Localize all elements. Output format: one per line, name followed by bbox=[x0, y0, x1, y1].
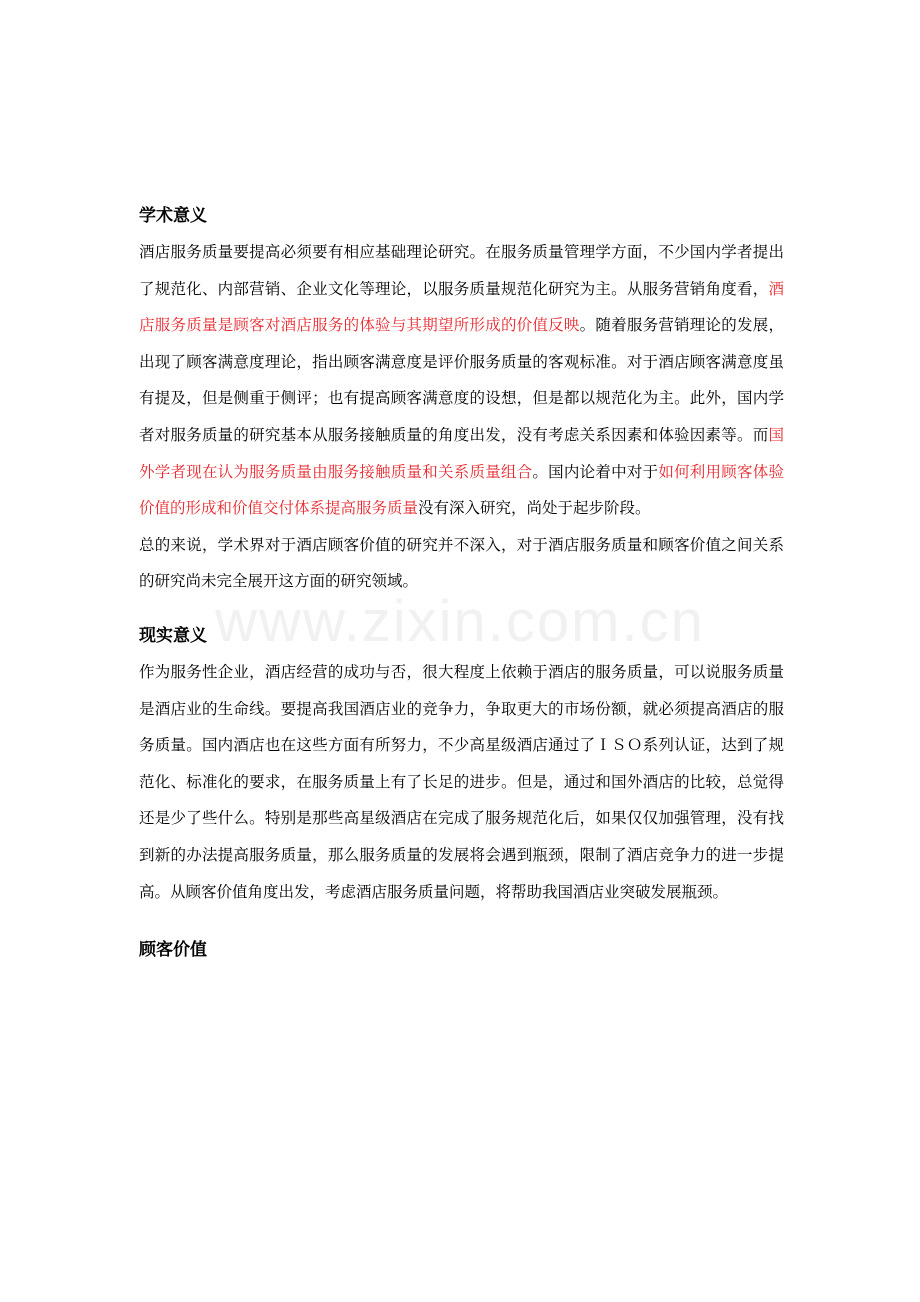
section-heading-customer-value: 顾客价值 bbox=[139, 940, 207, 961]
text-segment: 没有深入研究，尚处于起步阶段。 bbox=[418, 499, 651, 518]
section-heading-academic: 学术意义 bbox=[139, 206, 207, 226]
highlighted-text: 国外学者现在认为服务质量由服务接触质量和关系质量组合 bbox=[139, 425, 784, 481]
section-spacer bbox=[139, 910, 784, 932]
academic-paragraph-1 bbox=[139, 234, 784, 527]
text-segment: 酒店服务质量要提高必须要有相应基础理论研究。在服务质量管理学方面，不少国内学者提出了规范化、内部营销、企业文化等理论，以服务质量规范化研究为主。从服务营销角度看， bbox=[139, 243, 784, 298]
highlighted-text: 酒店服务质量是顾客对酒店服务的体验与其期望所形成的价值反映 bbox=[139, 279, 784, 335]
practical-paragraph: 作为服务性企业，酒店经营的成功与否，很大程度上依赖于酒店的服务质量，可以说服务质量是酒店业的生命线。要提高我国酒店业的竞争力，争取更大的市场份额，就必须提高酒店的服务质量。国内酒店也在这些方面有所努力，不少高星级酒店通过了ＩＳＯ系列认证，达到了规范化、标准化的要求，在服务质量上有了长足的进步。但是，通过和国外酒店的比较，总觉得还是少了些什么。特别是那些高星级酒店在完成了服务规范化后，如果仅仅加强管理，没有找到新的办法提高服务质量，那么服务质量的发展将会遇到瓶颈，限制了酒店竞争力的进一步提高。从顾客价值角度出发，考虑酒店服务质量问题，将帮助我国酒店业突破发展瓶颈。 bbox=[139, 662, 784, 901]
text-segment: 。国内论着中对于 bbox=[532, 462, 659, 481]
highlighted-text: 如何利用顾客体验价值的形成和价值交付体系提高服务质量 bbox=[139, 462, 784, 518]
section-heading-practical: 现实意义 bbox=[139, 625, 207, 646]
watermark-text: www.zixin.com.cn bbox=[215, 589, 705, 654]
section-spacer bbox=[139, 600, 784, 618]
document-body bbox=[139, 198, 784, 968]
academic-paragraph-2: 总的来说，学术界对于酒店顾客价值的研究并不深入，对于酒店服务质量和顾客价值之间关系的研究尚未完全展开这方面的研究领域。 bbox=[139, 535, 784, 591]
text-segment: 。随着服务营销理论的发展，出现了顾客满意度理论，指出顾客满意度是评价服务质量的客观标准。对于酒店顾客满意度虽有提及，但是侧重于侧评；也有提高顾客满意度的设想，但是都以规范化为主。此外，国内学者对服务质量的研究基本从服务接触质量的角度出发，没有考虑关系因素和体验因素等。而 bbox=[139, 316, 784, 444]
